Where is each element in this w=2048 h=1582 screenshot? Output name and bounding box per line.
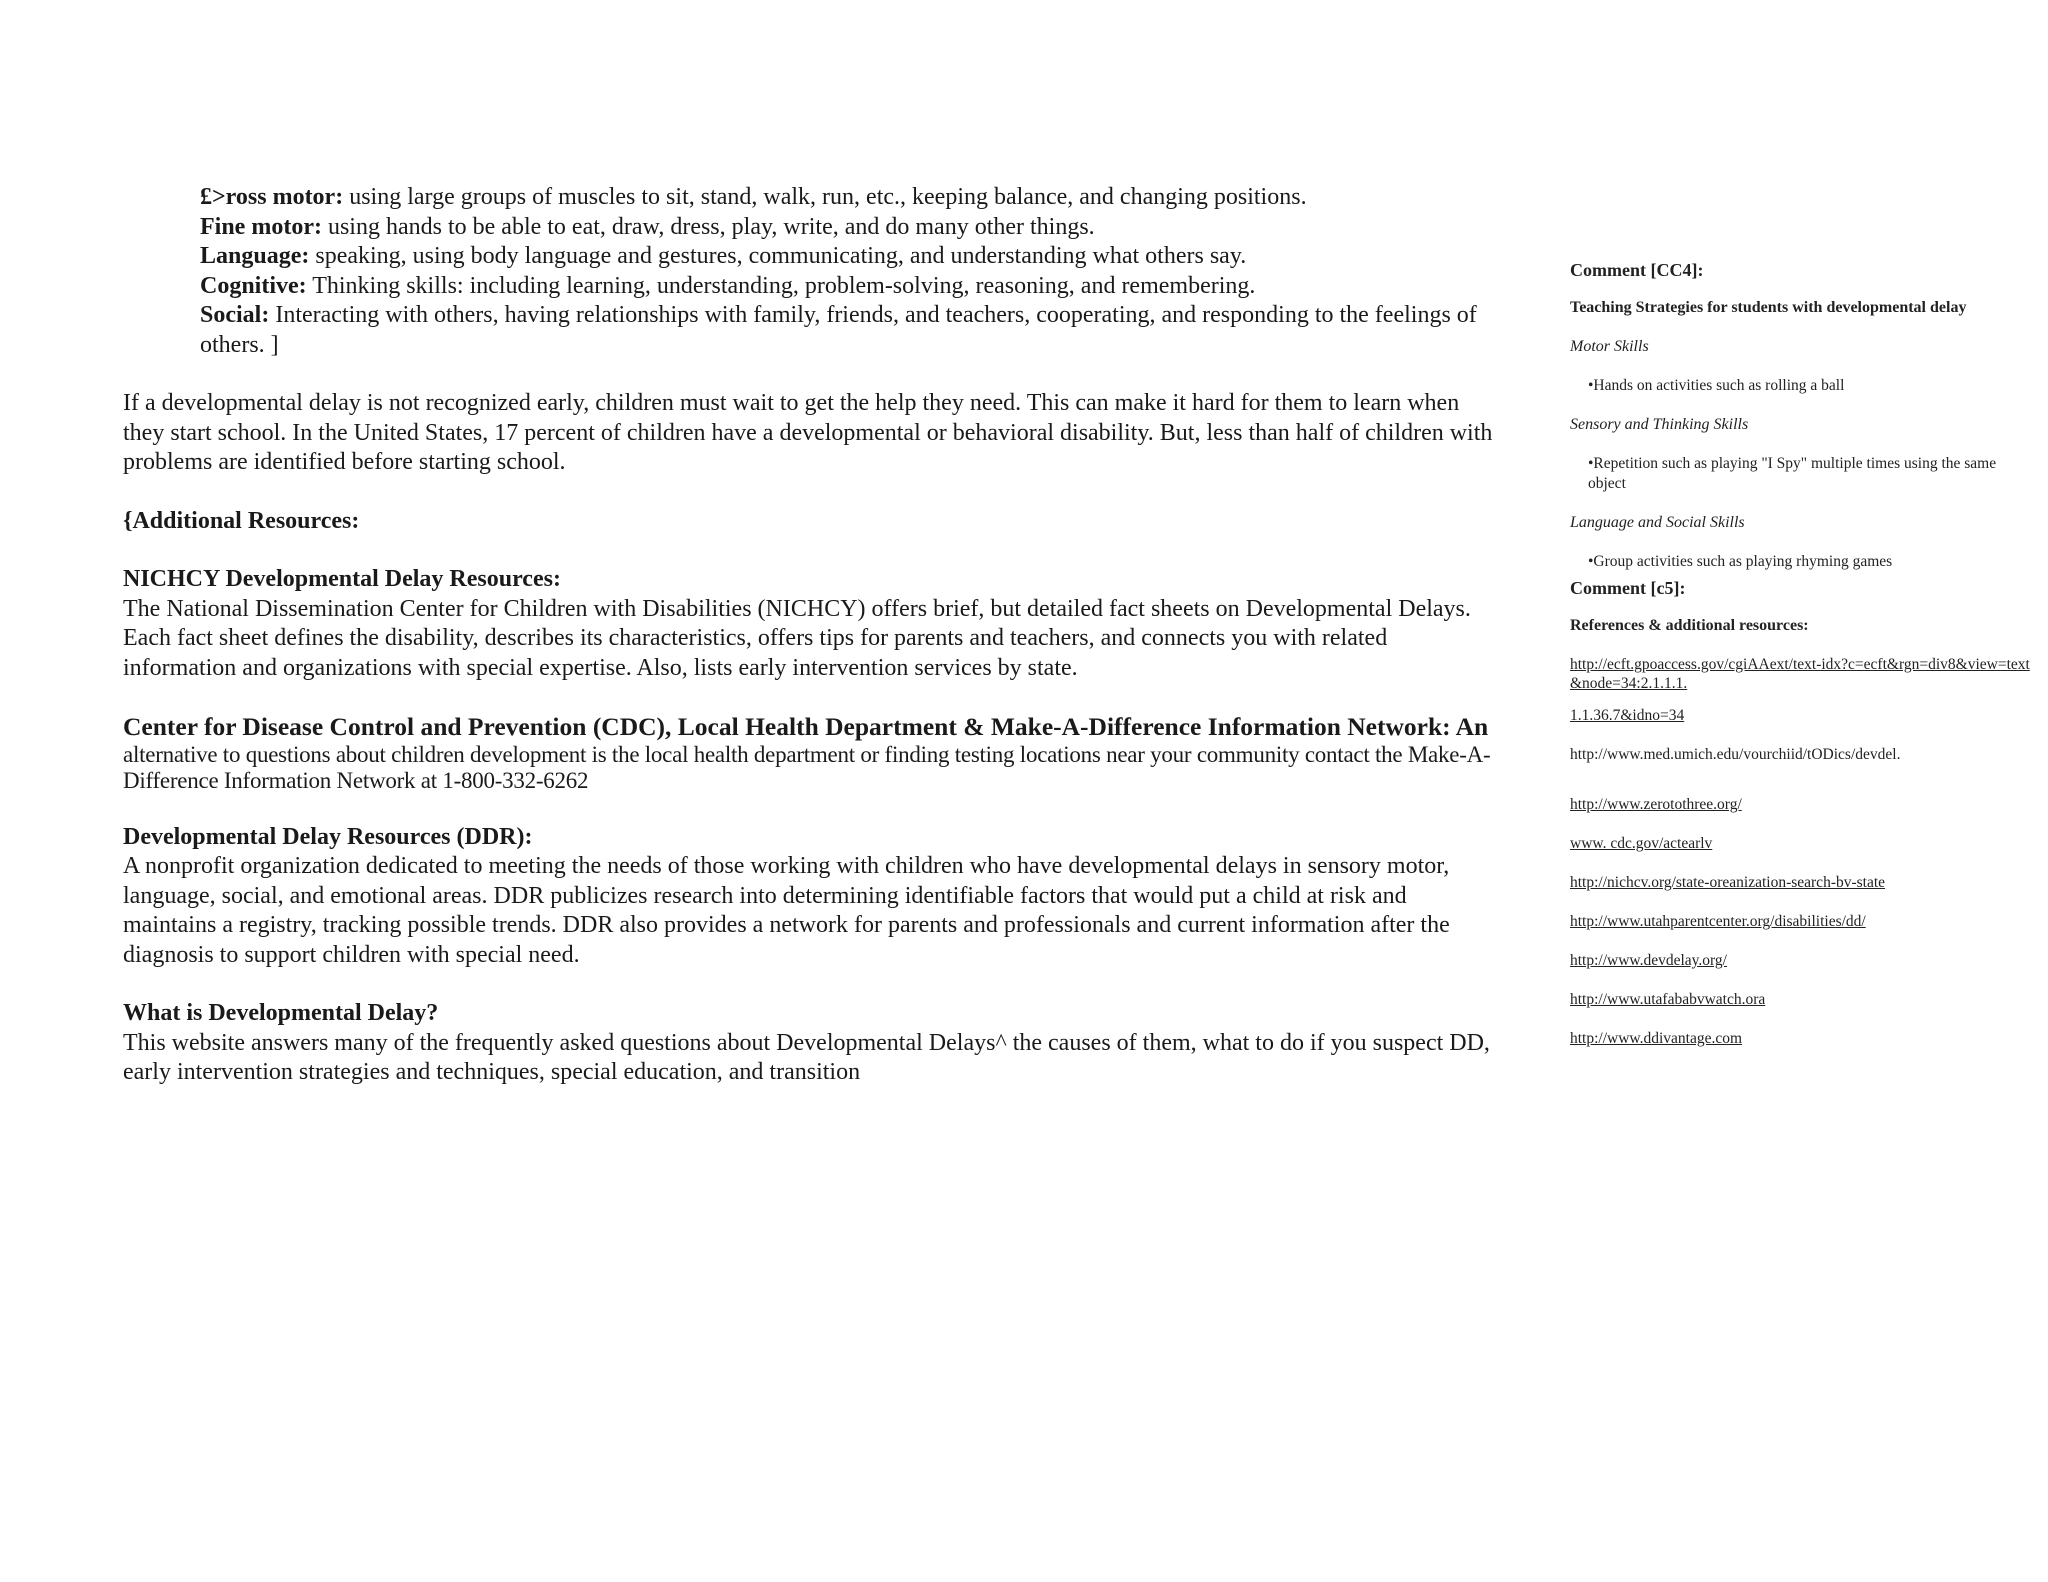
resource-heading: NICHCY Developmental Delay Resources: [123, 566, 561, 592]
domain-text: using large groups of muscles to sit, stand, walk, run, etc., keeping balance, and changing positions. [343, 184, 1307, 210]
domain-label: Social: [200, 302, 270, 328]
domain-label: £>ross motor: [200, 184, 344, 210]
reference-link[interactable]: http://www.utafababvwatch.ora [1570, 991, 1766, 1008]
domain-text: Thinking skills: including learning, understanding, problem-solving, reasoning, and remembering. [306, 272, 1256, 299]
domain-item-cognitive [200, 272, 1503, 302]
comments-margin [1570, 260, 2030, 1068]
domain-text: using hands to be able to eat, draw, dress, play, write, and do many other things. [321, 213, 1095, 240]
domain-item-social [200, 301, 1503, 360]
domain-item-gross-motor [200, 183, 1503, 213]
resource-body: This website answers many of the frequently asked questions about Developmental Delays^ the causes of them, what to do if you suspect DD, early intervention strategies and techniques, special education, and transition [123, 1029, 1490, 1085]
intro-paragraph: If a developmental delay is not recognized early, children must wait to get the help they need. This can make it hard for them to learn when they start school. In the United States, 17 percent of children have a developmental or behavioral disability. But, less than half of children with problems are identified before starting school. [123, 390, 1493, 475]
domain-item-language [200, 242, 1503, 272]
comment-title: Comment [CC4]: [1570, 260, 1704, 280]
reference-text: http://www.med.umich.edu/vourchiid/tODics/devdel. [1570, 746, 1901, 763]
reference-link[interactable]: http://www.zerotothree.org/ [1570, 796, 1742, 813]
domain-label: Language: [200, 243, 310, 269]
comment-c5[interactable] [1570, 578, 2030, 1049]
resource-heading: What is Developmental Delay? [123, 1000, 439, 1026]
reference-link[interactable]: http://www.utahparentcenter.org/disabilities/dd/ [1570, 913, 1866, 930]
reference-link[interactable]: http://www.ddivantage.com [1570, 1030, 1743, 1047]
comment-title: Comment [c5]: [1570, 578, 1686, 598]
domain-label: Fine motor: [200, 213, 322, 240]
resource-ddr [123, 823, 1503, 971]
resource-body: alternative to questions about children development is the local health department or finding testing locations near your community contact the Make-A-Difference Information Network at 1-800-332-6262 [123, 741, 1491, 793]
resource-body: The National Dissemination Center for Children with Disabilities (NICHCY) offers brief, but detailed fact sheets on Developmental Delays. Each fact sheet defines the disability, describes its characteristics, offers tips for parents and teachers, and connects you with related information and organizations with special expertise. Also, lists early intervention services by state. [123, 595, 1471, 681]
domain-text: speaking, using body language and gestures, communicating, and understanding what others say. [309, 243, 1247, 269]
document-body [123, 183, 1503, 1088]
comment-category: Sensory and Thinking Skills [1570, 416, 1749, 433]
resource-nichcy [123, 565, 1503, 683]
comment-bullet: •Hands on activities such as rolling a ball [1588, 377, 1845, 394]
resource-body: A nonprofit organization dedicated to meeting the needs of those working with children who have developmental delays in sensory motor, language, social, and emotional areas. DDR publicizes research into determining identifiable factors that would put a child at risk and maintains a registry, tracking possible trends. DDR also provides a network for parents and professionals and current information after the diagnosis to support children with special need. [123, 853, 1450, 968]
reference-link[interactable]: 1.1.36.7&idno=34 [1570, 707, 1685, 724]
comment-category: Motor Skills [1570, 338, 1649, 355]
reference-link[interactable]: http://ecft.gpoaccess.gov/cgiAAext/text-idx?c=ecft&rgn=div8&view=text&node=34:2.1.1.1. [1570, 656, 2030, 692]
reference-link[interactable]: http://www.devdelay.org/ [1570, 952, 1727, 969]
comment-bullet: •Repetition such as playing "I Spy" multiple times using the same object [1588, 455, 1997, 492]
resource-what-is-dd [123, 999, 1503, 1088]
comment-category: Language and Social Skills [1570, 514, 1745, 531]
comment-subtitle: References & additional resources: [1570, 617, 1809, 634]
reference-link[interactable]: http://nichcv.org/state-oreanization-search-bv-state [1570, 874, 1886, 891]
domain-text: Interacting with others, having relationships with family, friends, and teachers, cooperating, and responding to the feelings of others. ] [200, 302, 1477, 358]
domain-item-fine-motor [200, 213, 1503, 243]
reference-link[interactable]: www. cdc.gov/actearlv [1570, 835, 1713, 852]
resource-cdc [123, 712, 1503, 794]
domain-label: Cognitive: [200, 272, 307, 299]
comment-cc4[interactable] [1570, 260, 2030, 572]
additional-resources-heading: {Additional Resources: [123, 507, 360, 534]
comment-bullet: •Group activities such as playing rhyming games [1588, 553, 1893, 570]
comment-subtitle: Teaching Strategies for students with developmental delay [1570, 299, 1967, 316]
resource-heading: Developmental Delay Resources (DDR): [123, 823, 533, 850]
developmental-domains-list [200, 183, 1503, 360]
resource-heading: Center for Disease Control and Prevention (CDC), Local Health Department & Make-A-Difference Information Network: An [123, 712, 1489, 741]
